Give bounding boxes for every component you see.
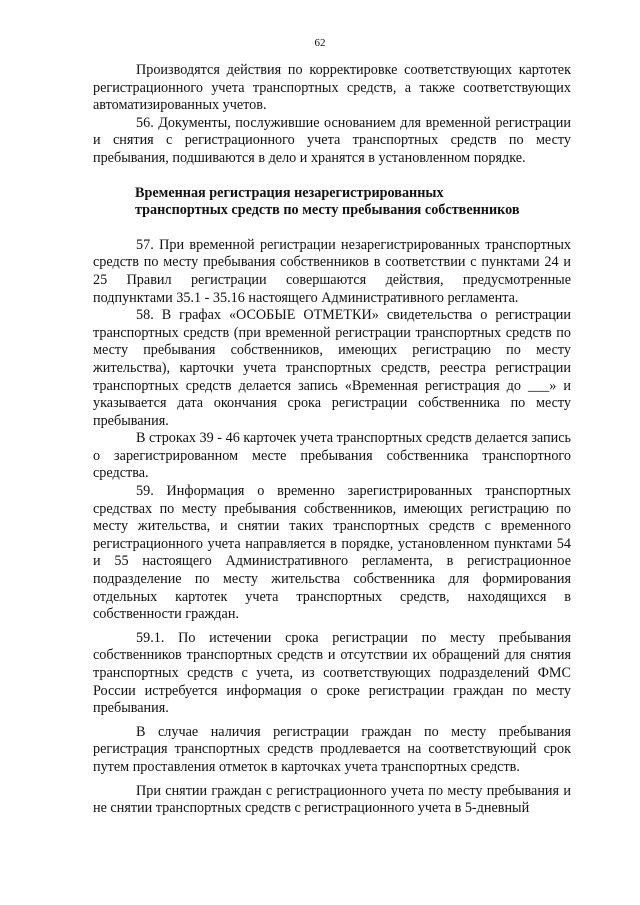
paragraph-59-1-extension: В случае наличия регистрации граждан по месту пребывания регистрация транспортных средств продлевается на соответствующий срок путем проставления отметок в карточках учета транспортных средств. <box>93 723 571 775</box>
paragraph-59-1-deregistration: При снятии граждан с регистрационного учета по месту пребывания и не снятии транспортных средств с регистрационного учета в 5-дневный <box>93 782 571 817</box>
paragraph-corrections: Производятся действия по корректировке соответствующих картотек регистрационного учета транспортных средств, а также соответствующих автоматизированных учетов. <box>93 62 571 114</box>
page-number: 62 <box>314 37 326 49</box>
paragraph-56: 56. Документы, послужившие основанием для временной регистрации и снятия с регистрационного учета транспортных средств по месту пребывания, подшиваются в дело и хранятся в установленном порядке. <box>93 114 571 166</box>
document-body <box>93 62 571 818</box>
section-heading <box>93 185 571 220</box>
paragraph-58-rows: В строках 39 - 46 карточек учета транспортных средств делается запись о зарегистрированном месте пребывания собственника транспортного средства. <box>93 430 571 482</box>
paragraph-57: 57. При временной регистрации незарегистрированных транспортных средств по месту пребывания собственников в соответствии с пунктами 24 и 25 Правил регистрации совершаются действия, предусмотренные подпунктами 35.1 - 35.16 настоящего Административного регламента. <box>93 236 571 306</box>
section-heading-line-2: транспортных средств по месту пребывания собственников <box>135 202 520 219</box>
paragraph-59: 59. Информация о временно зарегистрированных транспортных средствах по месту пребывания собственников, имеющих регистрацию по месту жительства, и снятии таких транспортных средств с временного регистрационного учета направляется в порядке, установленном пунктами 54 и 55 настоящего Административного регламента, в регистрационное подразделение по месту жительства собственника для формирования отдельных картотек учета транспортных средств, находящихся в собственности граждан. <box>93 483 571 623</box>
paragraph-58: 58. В графах «ОСОБЫЕ ОТМЕТКИ» свидетельства о регистрации транспортных средств (при временной регистрации транспортных средств по месту пребывания собственников, имеющих регистрацию по месту жительства), карточки учета транспортных средств, реестра регистрации транспортных средств делается запись «Временная регистрация до ___» и указывается дата окончания срока регистрации собственника по месту пребывания. <box>93 307 571 429</box>
paragraph-59-1: 59.1. По истечении срока регистрации по месту пребывания собственников транспортных средств и отсутствии их обращений для снятия транспортных средств с учета, из соответствующих подразделений ФМС России истребуется информация о сроке регистрации граждан по месту пребывания. <box>93 629 571 717</box>
section-heading-line-1: Временная регистрация незарегистрированных <box>135 184 444 201</box>
